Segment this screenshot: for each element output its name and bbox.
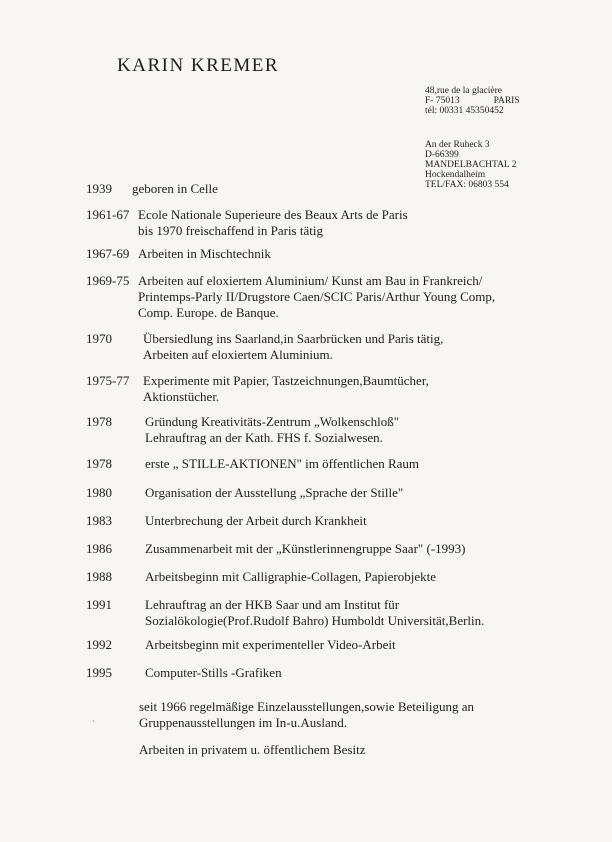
entry-description [138,246,271,262]
entry-line: Experimente mit Papier, Tastzeichnungen,Baumtücher, [143,373,429,388]
paris-postal: F- 75013 [425,96,460,106]
entry-year: 1961-67 [86,207,130,222]
exhibitions-line: Gruppenausstellungen im In-u.Ausland. [139,715,347,730]
paris-postal-city [425,96,520,106]
entry-year: 1969-75 [86,273,130,288]
germany-phone: TEL/FAX: 06803 554 [425,180,509,190]
germany-street: An der Ruheck 3 [425,140,490,150]
germany-postal: D-66399 [425,150,459,160]
germany-district: Hockendalheim [425,170,486,180]
entry-line: Arbeitsbeginn mit experimenteller Video-Arbeit [145,637,396,652]
collections-note: Arbeiten in privatem u. öffentlichem Besitz [139,742,366,757]
entry-description [143,331,443,363]
entry-year: 1988 [86,569,112,584]
entry-description [145,569,436,585]
entry-year: 1939 [86,181,112,196]
entry-line: Ecole Nationale Superieure des Beaux Arts de Paris [138,207,408,222]
entry-line: Arbeiten in Mischtechnik [138,246,271,261]
entry-year: 1975-77 [86,373,130,388]
entry-year: 1978 [86,414,112,429]
entry-line: Arbeiten auf eloxiertem Aluminium. [143,347,333,362]
entry-line: Arbeiten auf eloxiertem Aluminium/ Kunst am Bau in Frankreich/ [138,273,483,288]
germany-city: MANDELBACHTAL 2 [425,160,517,170]
entry-line: Zusammenarbeit mit der „Künstlerinnengruppe Saar" (-1993) [145,541,466,556]
entry-description [145,414,399,446]
artist-name: KARIN KREMER [117,55,280,76]
entry-line: Comp. Europe. de Banque. [138,305,279,320]
exhibitions-line: seit 1966 regelmäßige Einzelausstellungen,sowie Beteiligung an [139,699,475,714]
entry-description [145,513,367,529]
address-paris [425,86,520,116]
entry-year: 1983 [86,513,112,528]
entry-line: Übersiedlung ins Saarland,in Saarbrücken und Paris tätig, [143,331,444,346]
entry-description [138,207,408,239]
address-germany [425,140,517,190]
entry-line: bis 1970 freischaffend in Paris tätig [138,223,323,238]
entry-line: Unterbrechung der Arbeit durch Krankheit [145,513,367,528]
entry-line: Lehrauftrag an der Kath. FHS f. Sozialwesen. [145,430,383,445]
entry-year: 1995 [86,665,112,680]
paris-street: 48,rue de la glacière [425,86,503,96]
entry-description [145,456,419,472]
entry-line: Sozialökologie(Prof.Rudolf Bahro) Humboldt Universität,Berlin. [145,613,485,628]
entry-line: Printemps-Parly II/Drugstore Caen/SCIC Paris/Arthur Young Comp, [138,289,496,304]
entry-year: 1970 [86,331,112,346]
entry-description [145,541,465,557]
entry-description [145,597,484,629]
entry-year: 1992 [86,637,112,652]
entry-line: Organisation der Ausstellung „Sprache der Stille" [145,485,404,500]
entry-year: 1991 [86,597,112,612]
entry-line: geboren in Celle [132,181,218,196]
entry-description [145,665,282,681]
entry-year: 1986 [86,541,112,556]
entry-description [145,485,403,501]
entry-description [145,637,396,653]
entry-line: erste „ STILLE-AKTIONEN" im öffentlichen Raum [145,456,420,471]
entry-line: Gründung Kreativitäts-Zentrum „Wolkenschloß" [145,414,400,429]
entry-year: 1980 [86,485,112,500]
entry-line: Computer-Stills -Grafiken [145,665,282,680]
entry-description [138,273,495,321]
entry-line: Lehrauftrag an der HKB Saar und am Institut für [145,597,400,612]
paris-phone: tél: 00331 45350452 [425,106,504,116]
exhibitions-note [139,699,474,731]
entry-description [143,373,429,405]
entry-description [132,181,218,197]
stray-mark: ˎ [92,712,95,722]
paris-city: PARIS [493,96,520,106]
entry-year: 1978 [86,456,112,471]
entry-year: 1967-69 [86,246,130,261]
entry-line: Aktionstücher. [143,389,220,404]
entry-line: Arbeitsbeginn mit Calligraphie-Collagen, Papierobjekte [145,569,436,584]
